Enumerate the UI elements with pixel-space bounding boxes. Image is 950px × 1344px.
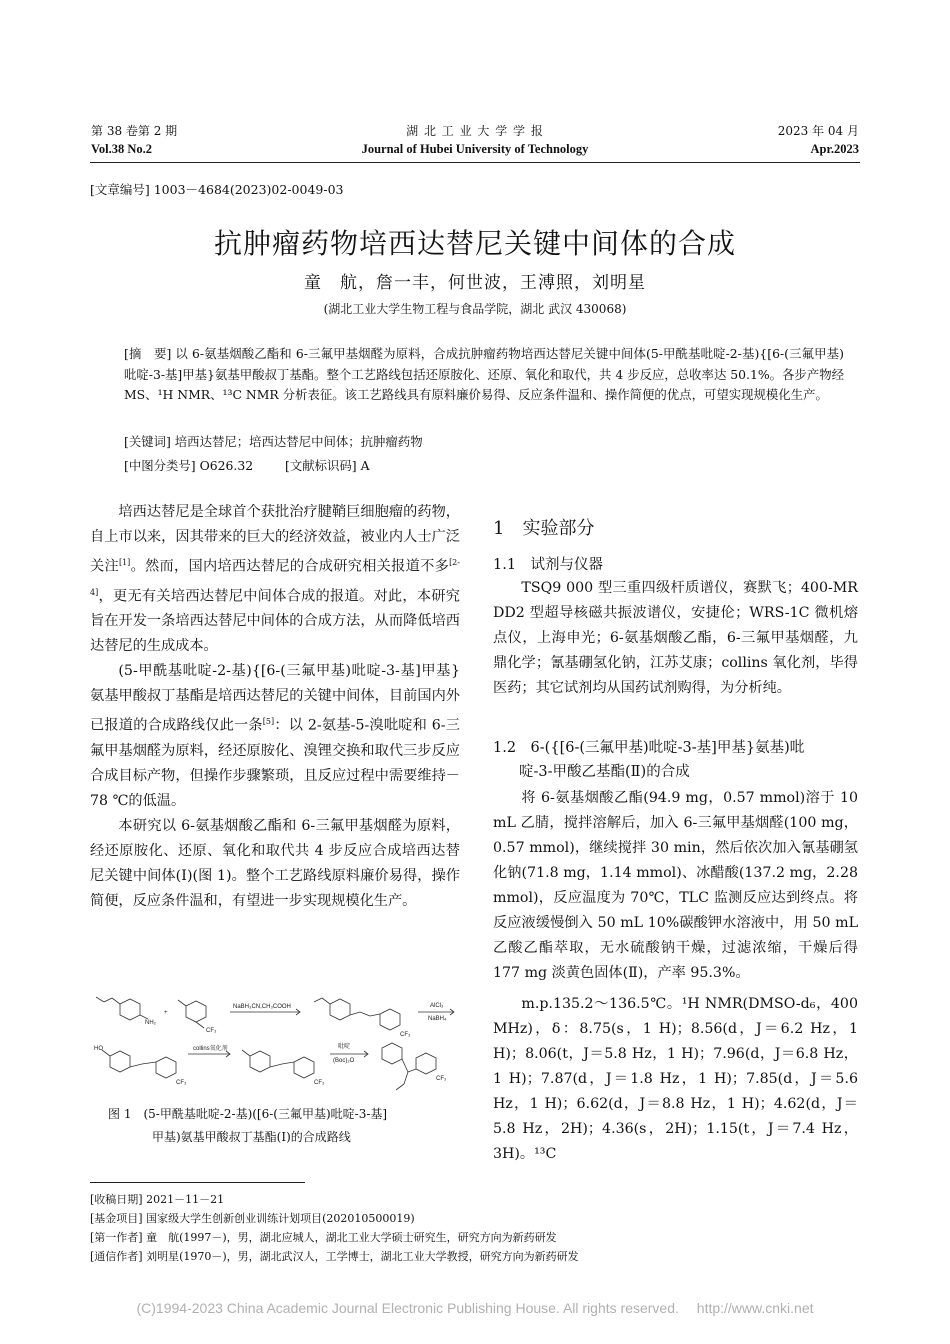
clc-value: O626.32 [199, 458, 254, 473]
ref-5: [5] [262, 717, 275, 727]
intro-paragraph-3: 本研究以 6-氨基烟酸乙酯和 6-三氟甲基烟醛为原料，经还原胺化、还原、氧化和取代共 4 步反应合成培西达替尼关键中间体(Ⅰ)(图 1)。整个工艺路线原料廉价易得，操作简便，反应条件温和，有望进一步实现规模化生产。 [90, 818, 460, 910]
abstract-label: [摘 要] [124, 346, 172, 361]
label-cf3-a: CF₃ [206, 1028, 217, 1034]
keywords-block [124, 432, 844, 453]
reagent-1: NaBH₃CN,CH₃COOH [233, 1004, 291, 1010]
compound-3-ring [330, 999, 350, 1020]
reagents-paragraph: TSQ9 000 型三重四级杆质谱仪，赛默飞；400-MR DD2 型超导核磁共振波谱仪，安捷伦；WRS-1C 微机熔点仪，上海申光；6-氨基烟酸乙酯，6-三氟甲基烟醛，九鼎化学；氰基硼氢化钠，江苏艾康；collins 氧化剂，毕得医药；其它试剂均从国药试剂购得，为分析纯。 [493, 580, 858, 696]
left-column [90, 500, 460, 914]
label-cf3-b: CF₃ [400, 1032, 411, 1038]
figure-caption-line-1: 图 1 (5-甲酰基吡啶-2-基)([6-(三氟甲基)吡啶-3-基] [108, 1107, 388, 1121]
ref-2-4: [2-4] [90, 558, 460, 597]
issue-cn: 第 38 卷第 2 期 [91, 124, 178, 138]
reagent-2b: NaBH₄ [428, 1016, 447, 1022]
doc-code-value: A [360, 458, 370, 473]
nmr-paragraph: m.p.135.2～136.5℃。¹H NMR(DMSO-d₆，400 MHz)，δ：8.75(s，1 H)；8.56(d，J＝6.2 Hz，1 H)；8.06(t，J＝5.8 Hz，1 H)；7.96(d，J＝6.8 Hz，1 H)；7.87(d，J＝1.8 Hz，1 H)；7.85(d，J＝5.6 Hz，1 H)；6.62(d，J＝8.8 Hz，1 H)；4.62(d，J＝5.8 Hz，2H)；4.36(s，2H)；1.15(t，J＝7.4 Hz，3H)。¹³C [493, 996, 858, 1162]
label-cf3-d: CF₃ [314, 1080, 325, 1086]
compound-1-ring [120, 999, 140, 1020]
intro-paragraph-1: 培西达替尼是全球首个获批治疗腱鞘巨细胞瘤的药物，自上市以来，因其带来的巨大的经济效益，被业内人士广泛关注[1]。然而，国内培西达替尼的合成研究相关报道不多[2-4]，更无有关培西达替尼中间体合成的报道。对此，本研究旨在开发一条培西达替尼中间体的合成方法，从而降低培西达替尼的生成成本。 [90, 504, 460, 655]
journal-title-en: Journal of Hubei University of Technology [361, 142, 589, 156]
keywords-text: 培西达替尼；培西达替尼中间体；抗肿瘤药物 [174, 434, 423, 449]
right-column-1-2 [493, 786, 858, 1167]
intro-paragraph-2: (5-甲酰基吡啶-2-基){[6-(三氟甲基)吡啶-3-基]甲基}氨基甲酸叔丁基酯是培西达替尼的关键中间体，目前国内外已报道的合成路线仅此一条[5]：以 2-氨基-5-溴吡啶和 6-三氟甲基烟醛为原料，经还原胺化、溴锂交换和取代三步反应合成目标产物，但操作步骤繁琐，且反应过程中需要维持－78 ℃的低温。 [90, 663, 460, 810]
abstract-text: 以 6-氨基烟酸乙酯和 6-三氟甲基烟醛为原料，合成抗肿瘤药物培西达替尼关键中间体(5-甲酰基吡啶-2-基){[6-(三氟甲基)吡啶-3-基]甲基}氨基甲酸叔丁基酯。整个工艺路线包括还原胺化、还原、氧化和取代，共 4 步反应，总收率达 50.1%。各步产物经 MS、¹H NMR、¹³C NMR 分析表征。该工艺路线具有原料廉价易得、反应条件温和、操作简便的优点，可望实现规模化生产。 [124, 346, 844, 402]
label-nh2: NH₂ [145, 1020, 156, 1026]
label-ho: HO [94, 1046, 103, 1052]
right-column-1-1 [493, 576, 858, 701]
label-cf3-e: CF₃ [436, 1076, 447, 1082]
keywords-label: [关键词] [124, 434, 171, 449]
header-rule [90, 162, 860, 163]
authors: 童 航，詹一丰，何世波，王溥照，刘明星 [304, 273, 646, 293]
section-1-2-heading-line-2: 啶-3-甲酸乙基酯(Ⅱ)的合成 [519, 764, 690, 780]
reagent-2a: AlCl₃ [430, 1003, 444, 1009]
copyright-watermark: (C)1994-2023 China Academic Journal Electronic Publishing House. All rights reserved. http://www.cnki.net [136, 1300, 814, 1316]
section-1-2-heading-line-1: 1.2 6-({[6-(三氟甲基)吡啶-3-基]甲基}氨基)吡 [493, 740, 805, 756]
compound-2-ring [186, 1001, 206, 1022]
journal-title-cn: 湖 北 工 业 大 学 学 报 [406, 124, 544, 138]
section-1-1-heading: 1.1 试剂与仪器 [493, 557, 604, 573]
footnote-received: [收稿日期] 2021－11－21 [90, 1193, 225, 1206]
section-1-heading: 1 实验部分 [493, 518, 595, 539]
reagent-4b: (Boc)₂O [333, 1058, 355, 1064]
reagent-3: collins氧化剂 [193, 1046, 228, 1052]
compound-6-ring-b [416, 1053, 436, 1074]
clc-label: [中图分类号] [124, 458, 196, 473]
synthesis-paragraph: 将 6-氨基烟酸乙酯(94.9 mg，0.57 mmol)溶于 10 mL 乙腈，搅拌溶解后，加入 6-三氟甲基烟醛(100 mg，0.57 mmol)，继续搅拌 30 min，然后依次加入氰基硼氢化钠(71.8 mg，1.14 mmol)、冰醋酸(137.2 mg，2.28 mmol)，反应温度为 70℃，TLC 监测反应达到终点。将反应液缓慢倒入 50 mL 10%碳酸钾水溶液中，用 50 mL 乙酸乙酯萃取，无水硫酸钠干燥，过滤浓缩，干燥后得 177 mg 淡黄色固体(Ⅱ)，产率 95.3%。 [493, 790, 858, 981]
label-cf3-c: CF₃ [176, 1080, 187, 1086]
doc-code-label: [文献标识码] [285, 458, 357, 473]
article-number: [文章编号] 1003－4684(2023)02-0049-03 [90, 182, 344, 197]
footnote-first-author: [第一作者] 童 航(1997－)，男，湖北应城人，湖北工业大学硕士研究生，研究方向为新药研发 [90, 1231, 557, 1244]
figure-caption-line-2: 甲基)氨基甲酸叔丁基酯(Ⅰ)的合成路线 [152, 1130, 351, 1144]
abstract-block [124, 344, 844, 406]
page-title: 抗肿瘤药物培西达替尼关键中间体的合成 [213, 227, 736, 260]
compound-4-ring-b [156, 1057, 176, 1078]
date-en: Apr.2023 [810, 142, 859, 156]
ref-1: [1] [118, 558, 131, 567]
synthesis-scheme [90, 992, 460, 1097]
reagent-4a: 吡啶 [338, 1044, 351, 1050]
date-cn: 2023 年 04 月 [777, 124, 859, 138]
affiliation: (湖北工业大学生物工程与食品学院，湖北 武汉 430068) [323, 302, 627, 316]
compound-5-ring [250, 1051, 270, 1072]
footnote-rule [90, 1182, 305, 1183]
footnote-funding: [基金项目] 国家级大学生创新创业训练计划项目(202010500019) [90, 1212, 415, 1225]
issue-en: Vol.38 No.2 [91, 142, 153, 156]
compound-6-ring [382, 1043, 402, 1064]
compound-4-ring [110, 1051, 130, 1072]
compound-5-ring-b [294, 1057, 314, 1078]
compound-3-ring-b [380, 1009, 400, 1030]
label-plus: + [164, 1010, 168, 1016]
footnote-corresponding-author: [通信作者] 刘明星(1970－)，男，湖北武汉人，工学博士，湖北工业大学教授，研究方向为新药研发 [90, 1250, 579, 1263]
classification-block [124, 456, 844, 477]
